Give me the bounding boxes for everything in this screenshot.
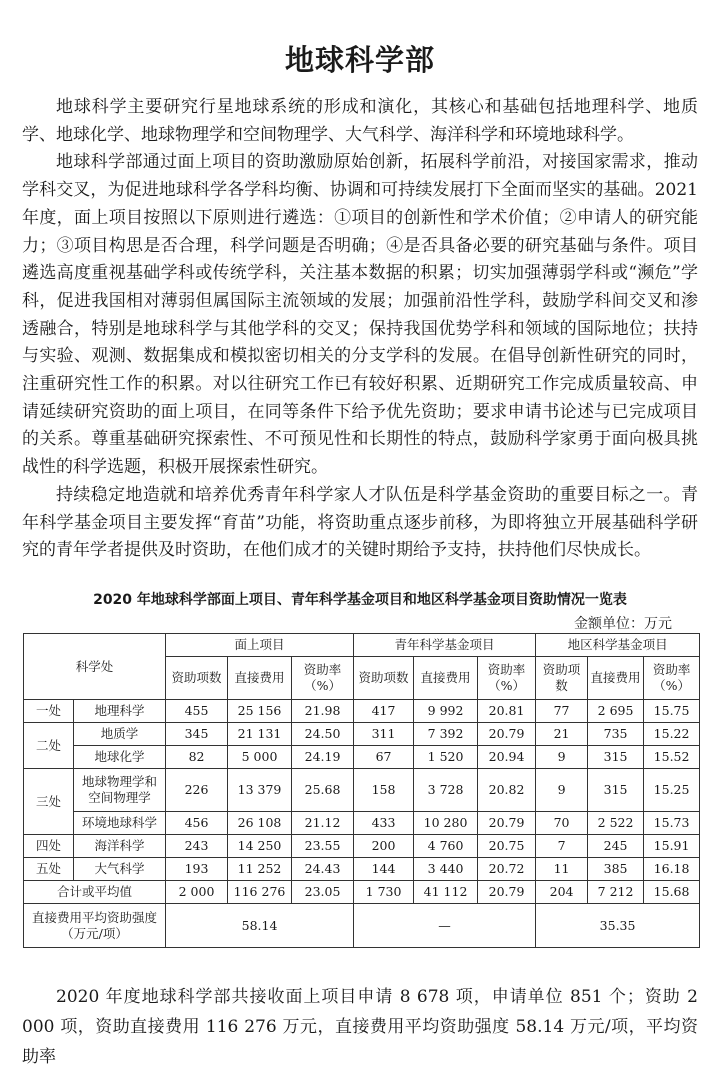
subheader: 直接费用 — [414, 657, 478, 700]
value-cell: 15.75 — [644, 700, 700, 723]
header-group: 面上项目 — [166, 634, 354, 657]
value-cell: 23.55 — [292, 835, 354, 858]
value-cell: 15.68 — [644, 881, 700, 904]
table-row — [24, 812, 700, 835]
value-cell: 21.98 — [292, 700, 354, 723]
value-cell: 24.50 — [292, 723, 354, 746]
funding-table — [23, 633, 700, 948]
subheader: 资助率（%） — [478, 657, 536, 700]
value-cell: 9 — [536, 769, 588, 812]
header-group: 青年科学基金项目 — [354, 634, 536, 657]
discipline-cell: 环境地球科学 — [74, 812, 166, 835]
value-cell: 735 — [588, 723, 644, 746]
average-label: 直接费用平均资助强度（万元/项） — [24, 904, 166, 948]
division-cell: 五处 — [24, 858, 74, 881]
value-cell: 26 108 — [228, 812, 292, 835]
value-cell: 116 276 — [228, 881, 292, 904]
value-cell: 2 695 — [588, 700, 644, 723]
total-row — [24, 881, 700, 904]
value-cell: 21 131 — [228, 723, 292, 746]
value-cell: 7 392 — [414, 723, 478, 746]
value-cell: 2 000 — [166, 881, 228, 904]
value-cell: 15.91 — [644, 835, 700, 858]
value-cell: 226 — [166, 769, 228, 812]
value-cell: 20.79 — [478, 812, 536, 835]
value-cell: 315 — [588, 769, 644, 812]
value-cell: 4 760 — [414, 835, 478, 858]
value-cell: 2 522 — [588, 812, 644, 835]
subheader: 资助项数 — [536, 657, 588, 700]
paragraph: 地球科学主要研究行星地球系统的形成和演化，其核心和基础包括地理科学、地质学、地球化学、地球物理学和空间物理学、大气科学、海洋科学和环境地球科学。 — [22, 97, 698, 145]
value-cell: 10 280 — [414, 812, 478, 835]
value-cell: 193 — [166, 858, 228, 881]
value-cell: 7 — [536, 835, 588, 858]
value-cell: 67 — [354, 746, 414, 769]
value-cell: 417 — [354, 700, 414, 723]
value-cell: 20.81 — [478, 700, 536, 723]
discipline-cell: 地球化学 — [74, 746, 166, 769]
paragraph: 2020 年度地球科学部共接收面上项目申请 8 678 项，申请单位 851 个；资助 2 000 项，资助直接费用 116 276 万元，直接费用平均资助强度 58.14 万元/项，平均资助率 — [22, 987, 698, 1067]
division-cell: 二处 — [24, 723, 74, 769]
value-cell: 77 — [536, 700, 588, 723]
value-cell: 7 212 — [588, 881, 644, 904]
value-cell: 24.19 — [292, 746, 354, 769]
subheader: 直接费用 — [228, 657, 292, 700]
table-row — [24, 723, 700, 746]
value-cell: 21 — [536, 723, 588, 746]
paragraph: 地球科学部通过面上项目的资助激励原始创新，拓展科学前沿，对接国家需求，推动学科交叉，为促进地球科学各学科均衡、协调和可持续发展打下全面而坚实的基础。2021 年度，面上项目按照以下原则进行遴选：①项目的创新性和学术价值；②申请人的研究能力；③项目构思是否合理，科学问题是否明确；④是否具备必要的研究基础与条件。项目遴选高度重视基础学科或传统学科，关注基本数据的积累；切实加强薄弱学科或“濒危”学科，促进我国相对薄弱但属国际主流领域的发展；加强前沿性学科，鼓励学科间交叉和渗透融合，特别是地球科学与其他学科的交叉；保持我国优势学科和领域的国际地位；扶持与实验、观测、数据集成和模拟密切相关的分支学科的发展。在倡导创新性研究的同时，注重研究性工作的积累。对以往研究工作已有较好积累、近期研究工作完成质量较高、申请延续研究资助的面上项目，在同等条件下给予优先资助；要求申请书论述与已完成项目的关系。尊重基础研究探索性、不可预见性和长期性的特点，鼓励科学家勇于面向极具挑战性的科学选题，积极开展探索性研究。 — [22, 152, 698, 478]
value-cell: 16.18 — [644, 858, 700, 881]
body-text — [22, 94, 698, 565]
page-title: 地球科学部 — [284, 43, 435, 77]
value-cell: 24.43 — [292, 858, 354, 881]
value-cell: 158 — [354, 769, 414, 812]
division-cell: 三处 — [24, 769, 74, 835]
total-label: 合计或平均值 — [24, 881, 166, 904]
value-cell: 11 252 — [228, 858, 292, 881]
value-cell: 20.72 — [478, 858, 536, 881]
value-cell: 15.25 — [644, 769, 700, 812]
value-cell: 15.52 — [644, 746, 700, 769]
value-cell: 11 — [536, 858, 588, 881]
value-cell: 25.68 — [292, 769, 354, 812]
value-cell: 21.12 — [292, 812, 354, 835]
value-cell: 3 728 — [414, 769, 478, 812]
average-intensity-row — [24, 904, 700, 948]
value-cell: 70 — [536, 812, 588, 835]
value-cell: 20.79 — [478, 881, 536, 904]
value-cell: 82 — [166, 746, 228, 769]
subheader: 资助率（%） — [644, 657, 700, 700]
value-cell: 20.94 — [478, 746, 536, 769]
value-cell: 23.05 — [292, 881, 354, 904]
discipline-cell: 大气科学 — [74, 858, 166, 881]
bottom-text — [22, 982, 698, 1072]
header-division: 科学处 — [24, 634, 166, 700]
subheader: 资助项数 — [354, 657, 414, 700]
table-row — [24, 700, 700, 723]
header-group: 地区科学基金项目 — [536, 634, 700, 657]
subheader: 资助项数 — [166, 657, 228, 700]
table-row — [24, 835, 700, 858]
value-cell: 15.22 — [644, 723, 700, 746]
value-cell: 9 — [536, 746, 588, 769]
value-cell: 20.79 — [478, 723, 536, 746]
discipline-cell: 地球物理学和空间物理学 — [74, 769, 166, 812]
value-cell: 20.82 — [478, 769, 536, 812]
average-value: — — [354, 904, 536, 948]
value-cell: 433 — [354, 812, 414, 835]
value-cell: 1 730 — [354, 881, 414, 904]
discipline-cell: 地质学 — [74, 723, 166, 746]
value-cell: 15.73 — [644, 812, 700, 835]
value-cell: 20.75 — [478, 835, 536, 858]
value-cell: 245 — [588, 835, 644, 858]
table-caption: 2020 年地球科学部面上项目、青年科学基金项目和地区科学基金项目资助情况一览表 — [93, 592, 627, 608]
division-cell: 一处 — [24, 700, 74, 723]
discipline-cell: 地理科学 — [74, 700, 166, 723]
table-row — [24, 769, 700, 812]
value-cell: 311 — [354, 723, 414, 746]
value-cell: 25 156 — [228, 700, 292, 723]
value-cell: 41 112 — [414, 881, 478, 904]
value-cell: 144 — [354, 858, 414, 881]
value-cell: 14 250 — [228, 835, 292, 858]
average-value: 58.14 — [166, 904, 354, 948]
value-cell: 385 — [588, 858, 644, 881]
subheader: 资助率（%） — [292, 657, 354, 700]
value-cell: 455 — [166, 700, 228, 723]
value-cell: 243 — [166, 835, 228, 858]
value-cell: 3 440 — [414, 858, 478, 881]
table-row — [24, 858, 700, 881]
value-cell: 13 379 — [228, 769, 292, 812]
value-cell: 200 — [354, 835, 414, 858]
table-unit: 金额单位：万元 — [574, 616, 672, 632]
value-cell: 5 000 — [228, 746, 292, 769]
subheader: 直接费用 — [588, 657, 644, 700]
value-cell: 315 — [588, 746, 644, 769]
value-cell: 345 — [166, 723, 228, 746]
value-cell: 204 — [536, 881, 588, 904]
value-cell: 456 — [166, 812, 228, 835]
paragraph: 持续稳定地造就和培养优秀青年科学家人才队伍是科学基金资助的重要目标之一。青年科学基金项目主要发挥“育苗”功能，将资助重点逐步前移，为即将独立开展基础科学研究的青年学者提供及时资助，在他们成才的关键时期给予支持，扶持他们尽快成长。 — [22, 484, 698, 561]
division-cell: 四处 — [24, 835, 74, 858]
table-row — [24, 746, 700, 769]
value-cell: 9 992 — [414, 700, 478, 723]
discipline-cell: 海洋科学 — [74, 835, 166, 858]
value-cell: 1 520 — [414, 746, 478, 769]
average-value: 35.35 — [536, 904, 700, 948]
table-header-row — [24, 634, 700, 657]
